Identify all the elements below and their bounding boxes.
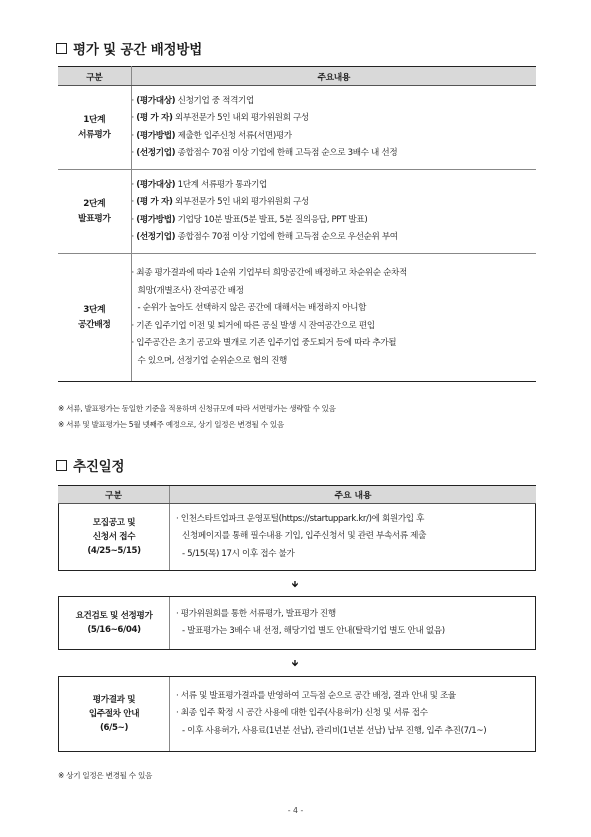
list-item: - 순위가 높아도 선택하지 않은 공간에 대해서는 배정하지 아니함 [137, 303, 367, 313]
down-arrow-icon: 🡻 [291, 659, 299, 669]
table-row [58, 254, 536, 382]
down-arrow-icon: 🡻 [291, 580, 299, 590]
evaluation-table [58, 66, 536, 382]
column-header-category: 구분 [58, 486, 170, 503]
stage-label: 3단계 공간배정 [58, 254, 131, 382]
list-item: · (평가대상) 1단계 서류평가 통과기업 [131, 179, 268, 190]
column-header-content: 주요내용 [131, 67, 536, 86]
page-number: - 4 - [287, 806, 304, 815]
stage-content [131, 170, 536, 254]
schedule-step-label: 요건검토 및 선정평가 (5/16~6/04) [59, 597, 170, 649]
schedule-step-content [170, 597, 535, 649]
list-item: · (평가방법) 기업당 10분 발표(5분 발표, 5분 질의응답, PPT 발표) [131, 214, 368, 225]
schedule-step-content [170, 504, 535, 570]
schedule-step-label: 모집공고 및 신청서 접수 (4/25~5/15) [59, 504, 170, 570]
list-item: · 최종 입주 확정 시 공간 사용에 대한 입주(사용허가) 신청 및 서류 접수 [176, 708, 428, 719]
list-item: · (평가방법) 제출한 입주신청 서류(서면)평가 [131, 130, 292, 141]
footnote: ※ 서류, 발표평가는 동일한 기준을 적용하며 신청규모에 따라 서면평가는 생략할 수 있음 [58, 404, 336, 413]
column-header-category: 구분 [58, 67, 131, 86]
schedule-step-3 [58, 676, 536, 752]
section-title-text: 추진일정 [73, 459, 125, 475]
list-item: · (선정기업) 종합점수 70점 이상 기업에 한해 고득점 순으로 3배수 내 선정 [131, 148, 398, 158]
list-item: · (선정기업) 종합점수 70점 이상 기업에 한해 고득점 순으로 우선순위 부여 [131, 232, 398, 242]
list-item: - 5/15(목) 17시 이후 접수 불가 [182, 548, 295, 559]
section-title-evaluation [56, 38, 202, 58]
section-title-text: 평가 및 공간 배정방법 [73, 42, 203, 58]
table-row [58, 86, 536, 170]
list-item: · (평가대상) 신청기업 중 적격기업 [131, 95, 254, 106]
schedule-step-1 [58, 504, 536, 571]
list-item: - 이후 사용허가, 사용료(1년분 선납), 관리비(1년분 선납) 납부 진행, 입주 추진(7/1~) [182, 725, 487, 736]
checkbox-square-icon [56, 43, 67, 54]
footnote: ※ 서류 및 발표평가는 5월 넷째주 예정으로, 상기 일정은 변경될 수 있음 [58, 420, 284, 429]
table-row [58, 170, 536, 254]
schedule-step-2 [58, 596, 536, 650]
footnote: ※ 상기 일정은 변경될 수 있음 [58, 771, 153, 780]
list-item: 희망(개별조사) 잔여공간 배정 [137, 285, 244, 296]
checkbox-square-icon [56, 460, 67, 471]
list-item: · 평가위원회를 통한 서류평가, 발표평가 진행 [176, 608, 336, 619]
list-item: · 최종 평가결과에 따라 1순위 기업부터 희망공간에 배정하고 차순위순 순차적 [131, 268, 407, 278]
list-item: - 발표평가는 3배수 내 선정, 해당기업 별도 안내(탈락기업 별도 안내 없음) [182, 626, 445, 636]
list-item: · (평 가 자) 외부전문가 5인 내외 평가위원회 구성 [131, 113, 309, 123]
schedule-step-content [170, 677, 535, 751]
list-item: 신청페이지를 통해 필수내용 기입, 입주신청서 및 관련 부속서류 제출 [182, 531, 427, 542]
list-item: · 입주공간은 초기 공고와 별개로 기존 입주기업 중도퇴거 등에 따라 추가될 [131, 338, 397, 348]
stage-content [131, 86, 536, 170]
list-item: · 기존 입주기업 이전 및 퇴거에 따른 공실 발생 시 잔여공간으로 편입 [131, 320, 375, 331]
schedule-step-label: 평가결과 및 입주절차 안내 (6/5~) [59, 677, 170, 751]
section-title-schedule [56, 455, 124, 475]
list-item: · 서류 및 발표평가결과를 반영하여 고득점 순으로 공간 배정, 결과 안내 및 조율 [176, 690, 456, 701]
list-item: · (평 가 자) 외부전문가 5인 내외 평가위원회 구성 [131, 197, 309, 207]
schedule-header [58, 485, 536, 504]
column-header-content: 주요 내용 [334, 491, 372, 501]
list-item: · 인천스타트업파크 운영포털(https://startuppark.kr/)에 회원가입 후 [176, 513, 425, 524]
list-item: 수 있으며, 선정기업 순위순으로 협의 진행 [137, 355, 287, 366]
stage-content [131, 254, 536, 382]
stage-label: 2단계 발표평가 [58, 170, 131, 254]
stage-label: 1단계 서류평가 [58, 86, 131, 170]
